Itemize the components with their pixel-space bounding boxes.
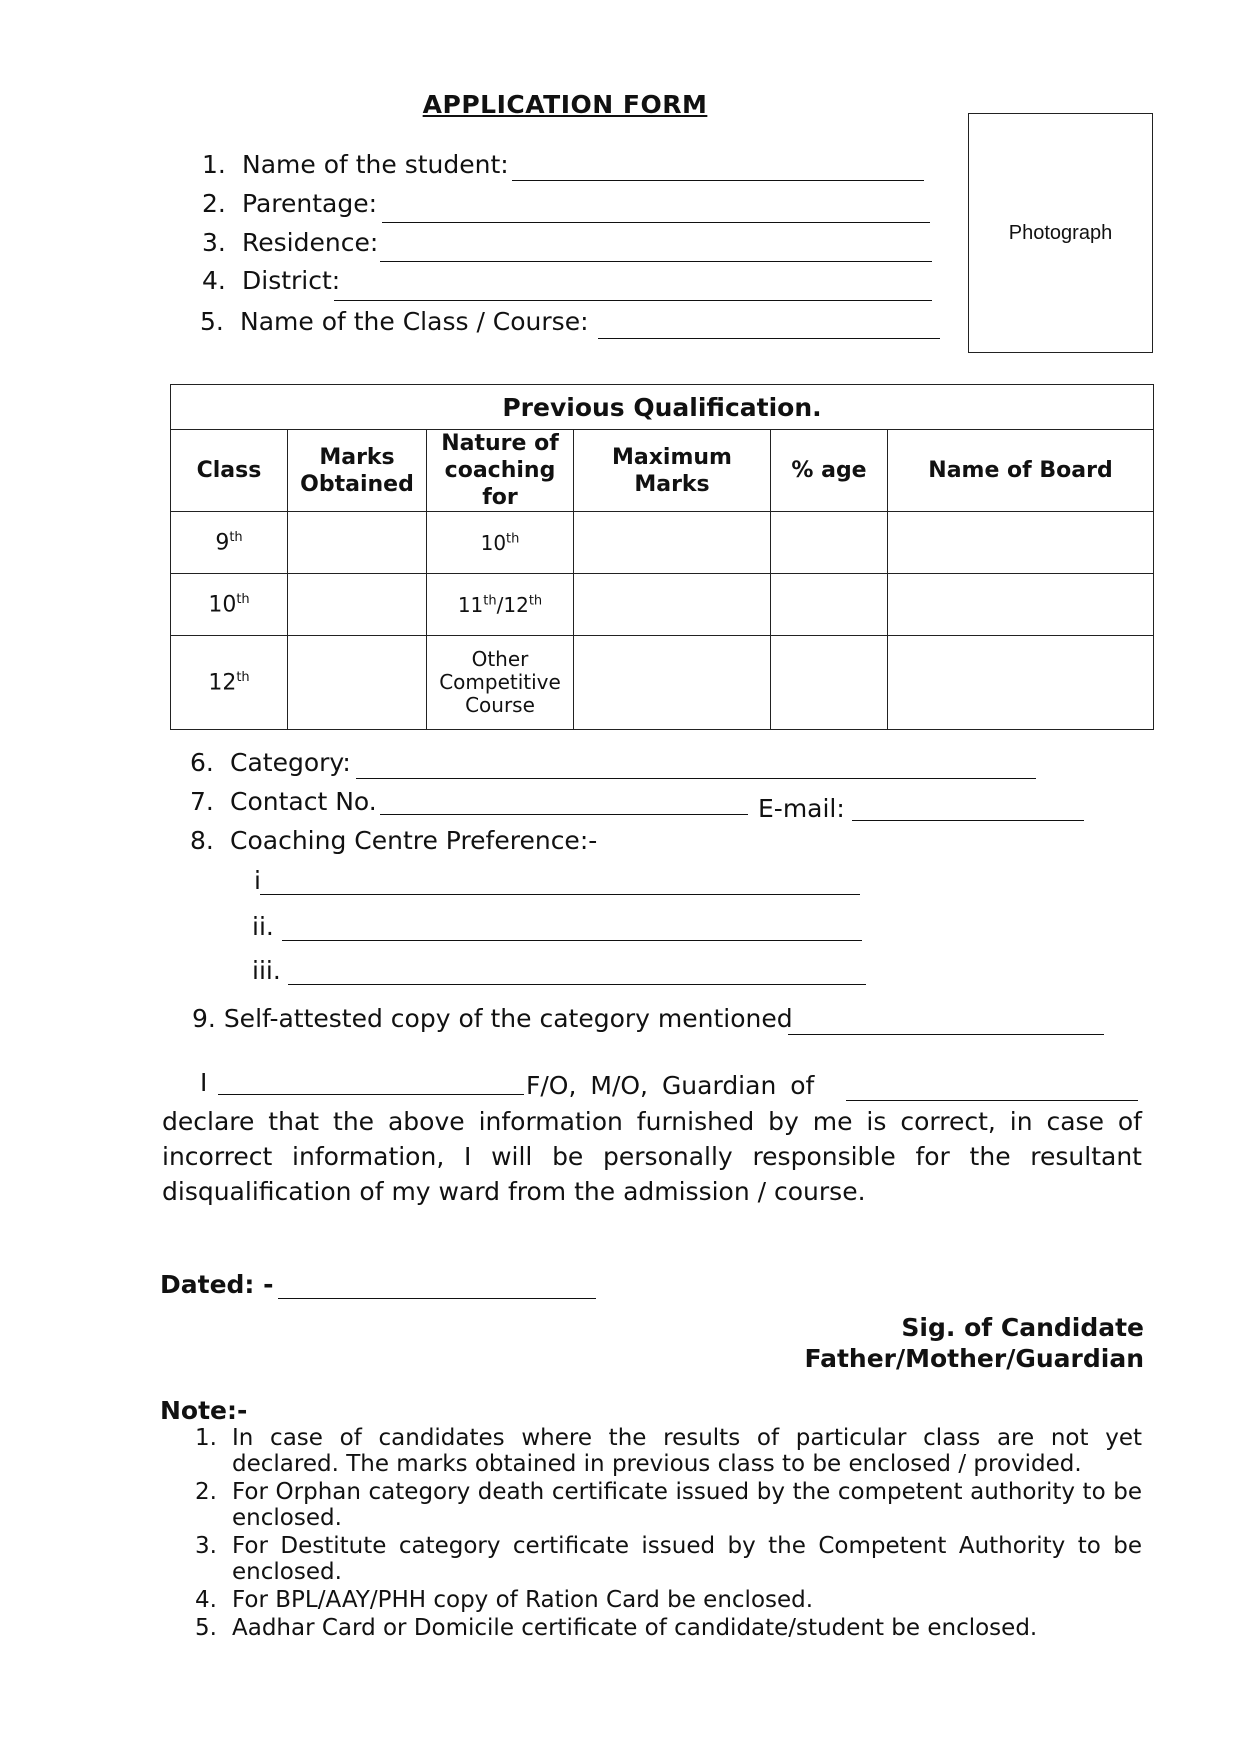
header-class: Class [171,430,288,512]
photograph-label: Photograph [1008,222,1113,244]
form-title: APPLICATION FORM [422,90,708,119]
marks-obtained-cell[interactable] [288,636,427,730]
header-name-of-board: Name of Board [888,430,1154,512]
field-contact: 7. Contact No. [190,787,377,816]
table-row [171,574,1154,636]
class-cell: 10th [171,574,288,636]
class-cell: 12th [171,636,288,730]
maximum-marks-cell[interactable] [574,512,771,574]
field-email: E-mail: [758,794,845,823]
header-percentage: % age [771,430,888,512]
signature-block [804,1312,1144,1374]
coaching-cell: 11th/12th [427,574,574,636]
declaration-text: declare that the above information furnished by me is correct, in case of incorrect information, I will be personally responsible for the resultant disqualification of my ward from the admission / course. [162,1107,1142,1206]
dated-label: Dated: - [160,1270,274,1299]
percentage-cell[interactable] [771,512,888,574]
header-marks-obtained: Marks Obtained [288,430,427,512]
residence-line[interactable] [380,261,932,262]
field-parentage: 2. Parentage: [202,189,378,218]
field-coaching-preference: 8. Coaching Centre Preference:- [190,826,598,855]
preference-line-2[interactable] [282,940,862,941]
preference-item-3: iii. [252,956,281,985]
self-attested-line[interactable] [788,1034,1104,1035]
field-student-name: 1. Name of the student: [202,150,509,179]
category-line[interactable] [356,778,1036,779]
maximum-marks-cell[interactable] [574,574,771,636]
email-line[interactable] [852,820,1084,821]
list-item: 5. Aadhar Card or Domicile certificate of candidate/student be enclosed. [195,1615,1038,1641]
table-row [171,512,1154,574]
coaching-cell: Other Competitive Course [427,636,574,730]
dated-line[interactable] [278,1298,596,1299]
header-nature-of-coaching: Nature of coaching for [427,430,574,512]
parentage-line[interactable] [382,222,930,223]
marks-obtained-cell[interactable] [288,574,427,636]
board-cell[interactable] [888,512,1154,574]
notes-list [190,1425,1142,1643]
percentage-cell[interactable] [771,636,888,730]
ward-name-line[interactable] [846,1100,1138,1101]
declarant-name-line[interactable] [218,1094,524,1095]
preference-item-1: i [254,866,261,895]
declaration-relation: F/O, M/O, Guardian of [526,1071,815,1100]
class-course-line[interactable] [598,338,940,339]
table-row [171,636,1154,730]
note-heading: Note:- [160,1396,248,1425]
field-residence: 3. Residence: [202,228,379,257]
field-category: 6. Category: [190,748,351,777]
preference-line-3[interactable] [288,984,866,985]
maximum-marks-cell[interactable] [574,636,771,730]
signature-candidate: Sig. of Candidate [901,1313,1144,1342]
district-line[interactable] [334,300,932,301]
preference-item-2: ii. [252,912,274,941]
list-item: 3. For Destitute category certificate issued by the Competent Authority to be enclosed. [195,1533,1142,1585]
class-cell: 9th [171,512,288,574]
field-district: 4. District: [202,266,341,295]
board-cell[interactable] [888,574,1154,636]
student-name-line[interactable] [512,180,924,181]
field-self-attested: 9. Self-attested copy of the category mentioned [192,1004,793,1033]
field-class-course: 5. Name of the Class / Course: [200,307,589,336]
list-item: 1. In case of candidates where the results of particular class are not yet declared. The marks obtained in previous class to be enclosed / provided. [195,1425,1142,1477]
table-caption: Previous Qualification. [171,385,1154,430]
list-item: 2. For Orphan category death certificate issued by the competent authority to be enclosed. [195,1479,1142,1531]
percentage-cell[interactable] [771,574,888,636]
marks-obtained-cell[interactable] [288,512,427,574]
header-maximum-marks: Maximum Marks [574,430,771,512]
declaration-i: I [200,1068,208,1097]
coaching-cell: 10th [427,512,574,574]
list-item: 4. For BPL/AAY/PHH copy of Ration Card be enclosed. [195,1587,814,1613]
photograph-box [968,113,1153,353]
previous-qualification-table [170,384,1154,730]
board-cell[interactable] [888,636,1154,730]
preference-line-1[interactable] [260,894,860,895]
contact-line[interactable] [380,814,748,815]
signature-guardian: Father/Mother/Guardian [804,1344,1144,1373]
